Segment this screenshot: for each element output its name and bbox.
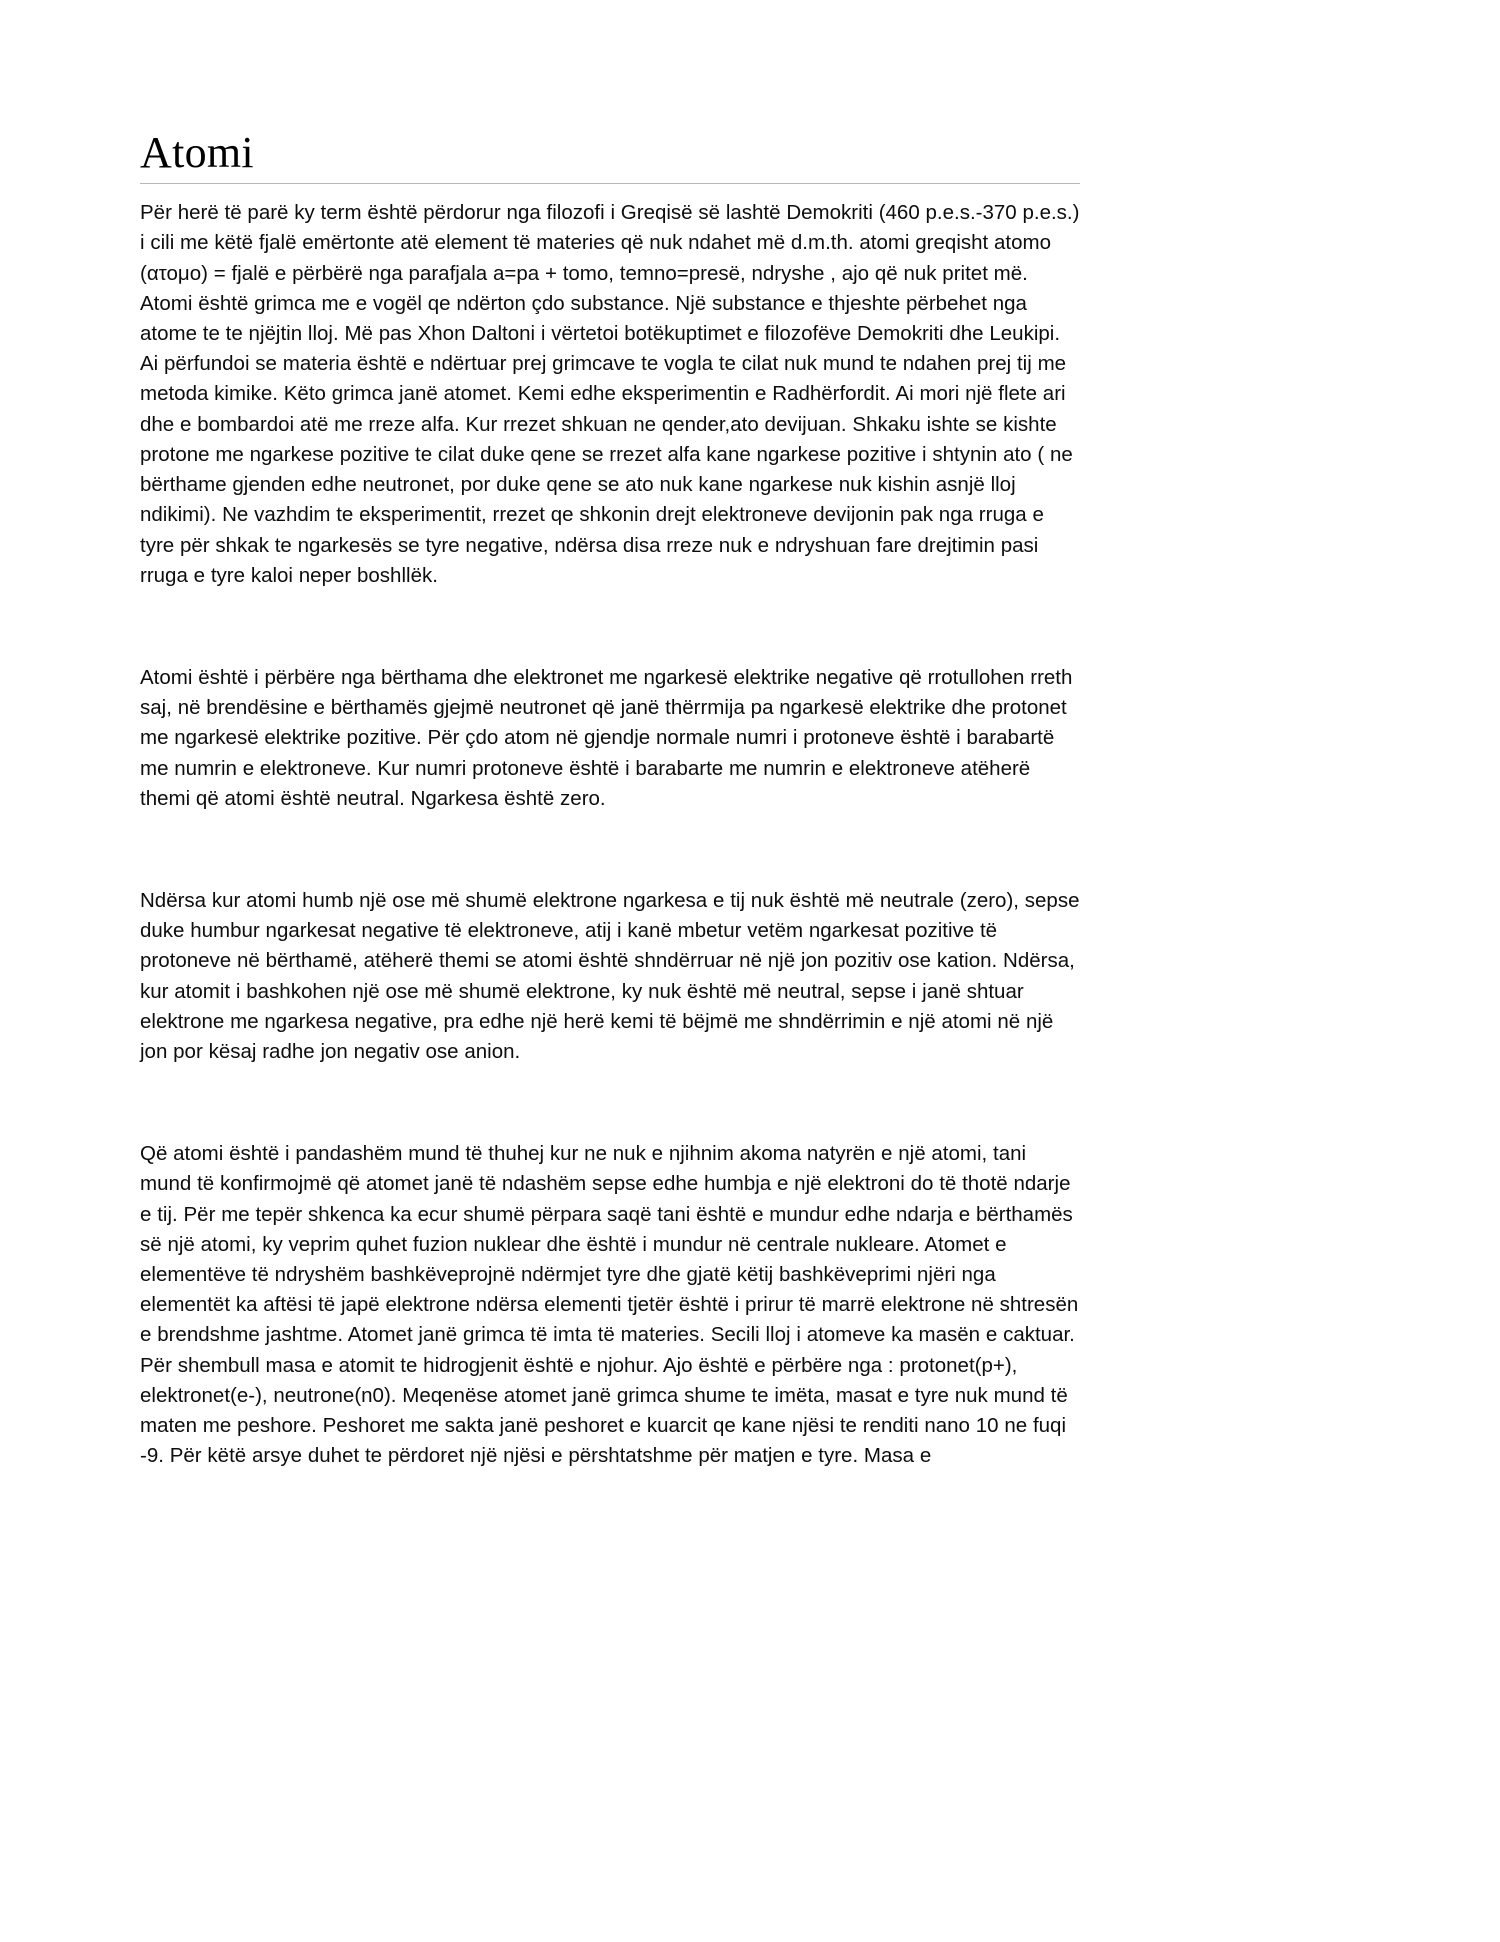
- paragraph-1: Për herë të parë ky term është përdorur nga filozofi i Greqisë së lashtë Demokriti (460 p.e.s.-370 p.e.s.) i cili me këtë fjalë emërtonte atë element të materies që nuk ndahet më d.m.th. atomi greqisht atomo (ατομο) = fjalë e përbërë nga parafjala a=pa + tomo, temno=presë, ndryshe , ajo që nuk pritet më. Atomi është grimca me e vogël qe ndërton çdo substance. Një substance e thjeshte përbehet nga atome te te njëjtin lloj. Më pas Xhon Daltoni i vërtetoi botëkuptimet e filozofëve Demokriti dhe Leukipi. Ai përfundoi se materia është e ndërtuar prej grimcave te vogla te cilat nuk mund te ndahen prej tij me metoda kimike. Këto grimca janë atomet. Kemi edhe eksperimentin e Radhërfordit. Ai mori një flete ari dhe e bombardoi atë me rreze alfa. Kur rrezet shkuan ne qender,ato devijuan. Shkaku ishte se kishte protone me ngarkese pozitive te cilat duke qene se rrezet alfa kane ngarkese pozitive i shtynin ato ( ne bërthame gjenden edhe neutronet, por duke qene se ato nuk kane ngarkese nuk kishin asnjë lloj ndikimi). Ne vazhdim te eksperimentit, rrezet qe shkonin drejt elektroneve devijonin pak nga rruga e tyre për shkak te ngarkesës se tyre negative, ndërsa disa rreze nuk e ndryshuan fare drejtimin pasi rruga e tyre kaloi neper boshllëk.: [140, 201, 1080, 587]
- paragraph-2: Atomi është i përbëre nga bërthama dhe elektronet me ngarkesë elektrike negative që rrotullohen rreth saj, në brendësine e bërthamës gjejmë neutronet që janë thërrmija pa ngarkesë elektrike dhe protonet me ngarkesë elektrike pozitive. Për çdo atom në gjendje normale numri i protoneve është i barabartë me numrin e elektroneve. Kur numri protoneve është i barabarte me numrin e elektroneve atëherë themi që atomi është neutral. Ngarkesa është zero.: [140, 665, 1073, 810]
- paragraph-3: Ndërsa kur atomi humb një ose më shumë elektrone ngarkesa e tij nuk është më neutrale (zero), sepse duke humbur ngarkesat negative të elektroneve, atij i kanë mbetur vetëm ngarkesat pozitive të protoneve në bërthamë, atëherë themi se atomi është shndërruar në një jon pozitiv ose kation. Ndërsa, kur atomit i bashkohen një ose më shumë elektrone, ky nuk është më neutral, sepse i janë shtuar elektrone me ngarkesa negative, pra edhe një herë kemi të bëjmë me shndërrimin e një atomi në një jon por kësaj radhe jon negativ ose anion.: [140, 888, 1080, 1063]
- page-title: Atomi: [140, 128, 254, 177]
- title-divider: [140, 183, 1080, 184]
- document-body: [140, 128, 1080, 1471]
- paragraph-4: Që atomi është i pandashëm mund të thuhej kur ne nuk e njihnim akoma natyrën e një atomi, tani mund të konfirmojmë që atomet janë të ndashëm sepse edhe humbja e një elektroni do të thotë ndarje e tij. Për me tepër shkenca ka ecur shumë përpara saqë tani është e mundur edhe ndarja e bërthamës së një atomi, ky veprim quhet fuzion nuklear dhe është i mundur në centrale nukleare. Atomet e elementëve të ndryshëm bashkëveprojnë ndërmjet tyre dhe gjatë këtij bashkëveprimi njëri nga elementët ka aftësi të japë elektrone ndërsa elementi tjetër është i prirur të marrë elektrone në shtresën e brendshme jashtme. Atomet janë grimca të imta të materies. Secili lloj i atomeve ka masën e caktuar. Për shembull masa e atomit te hidrogjenit është e njohur. Ajo është e përbëre nga : protonet(p+), elektronet(e-), neutrone(n0). Meqenëse atomet janë grimca shume te imëta, masat e tyre nuk mund të maten me peshore. Peshoret me sakta janë peshoret e kuarcit qe kane njësi te renditi nano 10 ne fuqi -9. Për këtë arsye duhet te përdoret një njësi e përshtatshme për matjen e tyre. Masa e: [140, 1142, 1079, 1468]
